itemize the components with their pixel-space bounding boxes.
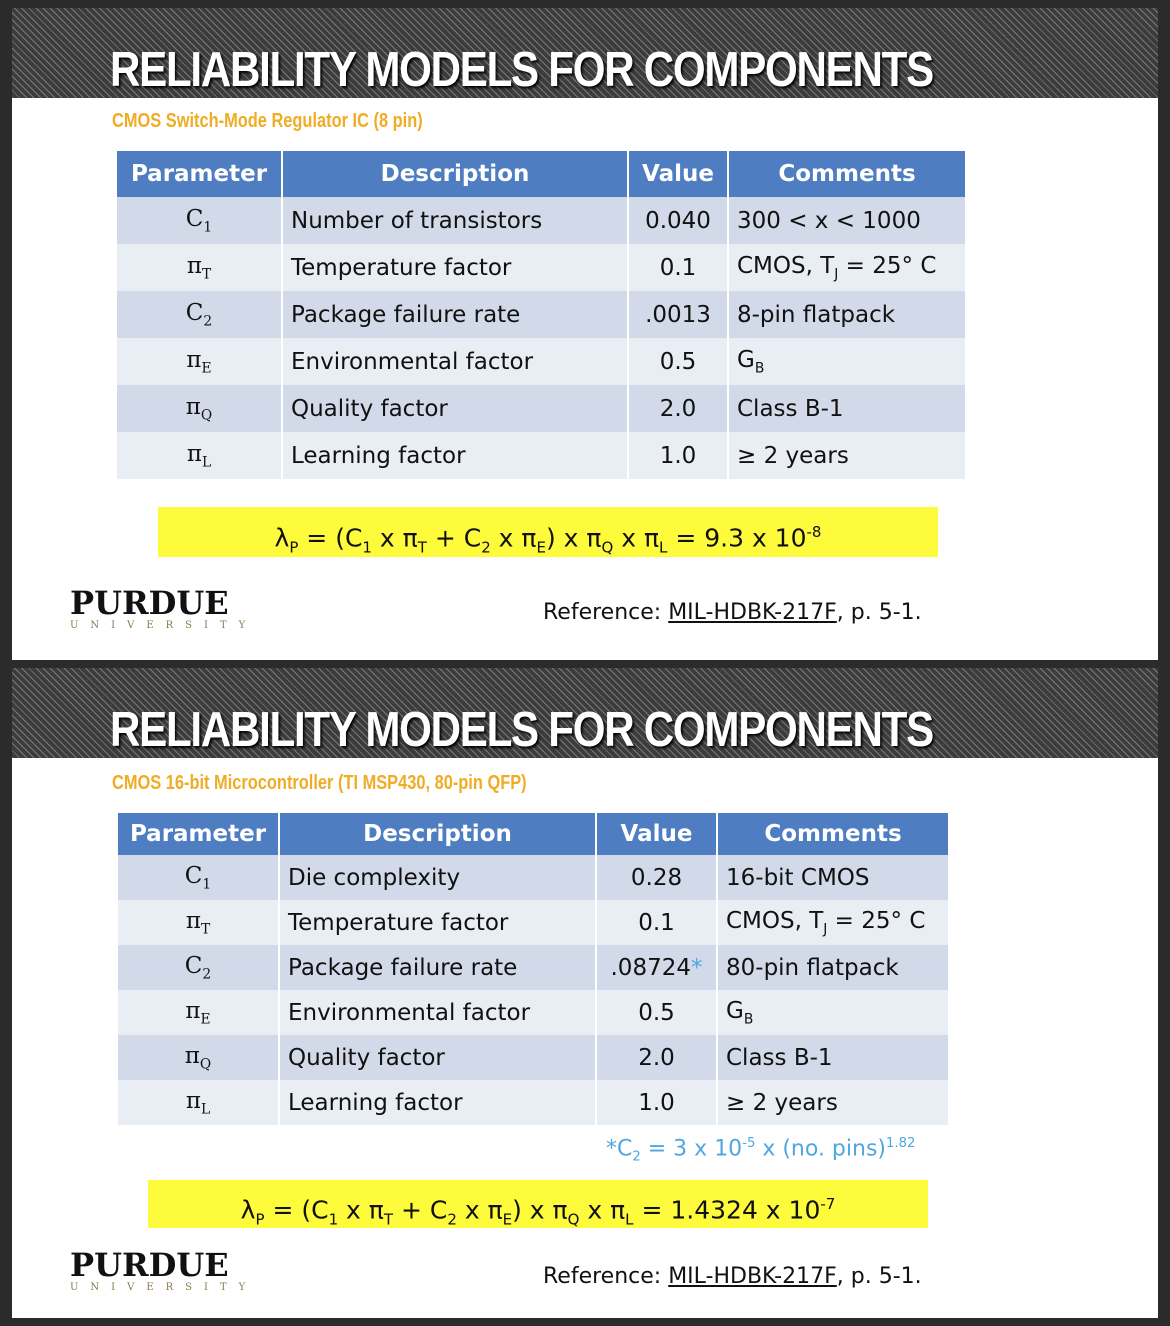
parameter-table xyxy=(118,813,948,1125)
reference-link[interactable]: MIL-HDBK-217F xyxy=(668,1264,837,1289)
comment-cell: Class B-1 xyxy=(728,385,965,432)
param-cell: $\pi_E$ xyxy=(117,338,282,385)
value-cell: .0013 xyxy=(628,291,728,338)
param-cell: $C_1$ xyxy=(118,855,279,900)
description-cell: Package failure rate xyxy=(282,291,628,338)
purdue-logo: PURDUE UNIVERSITY xyxy=(70,584,258,631)
formula-box: $\lambda_P = (C_1$ x $\pi_T + C_2$ x $\pi_E$) x $\pi_Q$ x $\pi_L = 9.3$ x $10^{-8}$ xyxy=(158,507,938,557)
comment-cell: 8-pin flatpack xyxy=(728,291,965,338)
value-cell: 2.0 xyxy=(628,385,728,432)
description-cell: Environmental factor xyxy=(282,338,628,385)
header-value: Value xyxy=(596,813,717,855)
table-row xyxy=(117,197,965,244)
frame-left xyxy=(0,0,12,1326)
table-row xyxy=(118,855,948,900)
header-parameter: Parameter xyxy=(117,151,282,197)
table-row xyxy=(118,945,948,990)
param-cell: $\pi_T$ xyxy=(118,900,279,945)
table-row xyxy=(118,1035,948,1080)
description-cell: Learning factor xyxy=(282,432,628,479)
description-cell: Die complexity xyxy=(279,855,596,900)
reference-link[interactable]: MIL-HDBK-217F xyxy=(668,600,837,625)
description-cell: Number of transistors xyxy=(282,197,628,244)
param-cell: $\pi_Q$ xyxy=(117,385,282,432)
description-cell: Temperature factor xyxy=(282,244,628,291)
comment-cell: CMOS, $T_J = 25^\circ$ C xyxy=(717,900,948,945)
header-description: Description xyxy=(282,151,628,197)
slide-subtitle: CMOS 16-bit Microcontroller (TI MSP430, 80-pin QFP) xyxy=(112,772,527,794)
footnote-marker: * xyxy=(690,954,703,981)
formula-result: 1.4324 x 10 xyxy=(670,1195,821,1225)
table-row xyxy=(117,385,965,432)
slide-subtitle: CMOS Switch-Mode Regulator IC (8 pin) xyxy=(112,110,423,132)
param-cell: $\pi_L$ xyxy=(118,1080,279,1125)
formula-result: 9.3 x 10 xyxy=(704,523,807,553)
description-cell: Quality factor xyxy=(279,1035,596,1080)
footnote-text: $*C_2 = 3$ x $10^{-5}$ x (no. pins)$^{1.82}$ xyxy=(606,1136,916,1165)
parameter-table xyxy=(117,151,965,479)
param-cell: $\pi_L$ xyxy=(117,432,282,479)
value-cell: 2.0 xyxy=(596,1035,717,1080)
value-cell: 0.28 xyxy=(596,855,717,900)
table-row xyxy=(117,244,965,291)
comment-cell: ≥ 2 years xyxy=(728,432,965,479)
value-cell: 0.040 xyxy=(628,197,728,244)
frame-top xyxy=(0,0,1170,8)
comment-cell: ≥ 2 years xyxy=(717,1080,948,1125)
purdue-logo: PURDUE UNIVERSITY xyxy=(70,1246,258,1293)
table-row xyxy=(118,900,948,945)
frame-bottom xyxy=(0,1318,1170,1326)
value-cell: 0.5 xyxy=(628,338,728,385)
value-cell: 1.0 xyxy=(628,432,728,479)
header-comments: Comments xyxy=(728,151,965,197)
slide-2 xyxy=(12,668,1158,1318)
description-cell: Temperature factor xyxy=(279,900,596,945)
value-cell: 0.1 xyxy=(596,900,717,945)
comment-cell: 80-pin flatpack xyxy=(717,945,948,990)
value-cell: 0.5 xyxy=(596,990,717,1035)
reference-text: Reference: MIL-HDBK-217F, p. 5-1. xyxy=(543,1264,922,1289)
table-row xyxy=(117,338,965,385)
frame-middle xyxy=(0,660,1170,668)
header-description: Description xyxy=(279,813,596,855)
table-row xyxy=(117,432,965,479)
comment-cell: $G_B$ xyxy=(728,338,965,385)
frame-right xyxy=(1158,0,1170,1326)
value-cell: 0.1 xyxy=(628,244,728,291)
value-cell: 1.0 xyxy=(596,1080,717,1125)
formula-box: $\lambda_P = (C_1$ x $\pi_T + C_2$ x $\pi_E$) x $\pi_Q$ x $\pi_L = 1.4324$ x $10^{-7}$ xyxy=(148,1180,928,1228)
header-parameter: Parameter xyxy=(118,813,279,855)
comment-cell: $G_B$ xyxy=(717,990,948,1035)
table-row xyxy=(118,1080,948,1125)
comment-cell: Class B-1 xyxy=(717,1035,948,1080)
reference-text: Reference: MIL-HDBK-217F, p. 5-1. xyxy=(543,600,922,625)
value-cell: .08724* xyxy=(596,945,717,990)
comment-cell: CMOS, $T_J = 25^\circ$ C xyxy=(728,244,965,291)
description-cell: Quality factor xyxy=(282,385,628,432)
description-cell: Package failure rate xyxy=(279,945,596,990)
param-cell: $C_2$ xyxy=(118,945,279,990)
slide-title: RELIABILITY MODELS FOR COMPONENTS xyxy=(110,703,933,757)
header-value: Value xyxy=(628,151,728,197)
description-cell: Environmental factor xyxy=(279,990,596,1035)
slide-1 xyxy=(12,8,1158,660)
param-cell: $\pi_Q$ xyxy=(118,1035,279,1080)
param-cell: $C_1$ xyxy=(117,197,282,244)
slide-title: RELIABILITY MODELS FOR COMPONENTS xyxy=(110,43,933,97)
description-cell: Learning factor xyxy=(279,1080,596,1125)
param-cell: $C_2$ xyxy=(117,291,282,338)
comment-cell: 300 < x < 1000 xyxy=(728,197,965,244)
param-cell: $\pi_E$ xyxy=(118,990,279,1035)
table-row xyxy=(117,291,965,338)
table-row xyxy=(118,990,948,1035)
param-cell: $\pi_T$ xyxy=(117,244,282,291)
comment-cell: 16-bit CMOS xyxy=(717,855,948,900)
header-comments: Comments xyxy=(717,813,948,855)
